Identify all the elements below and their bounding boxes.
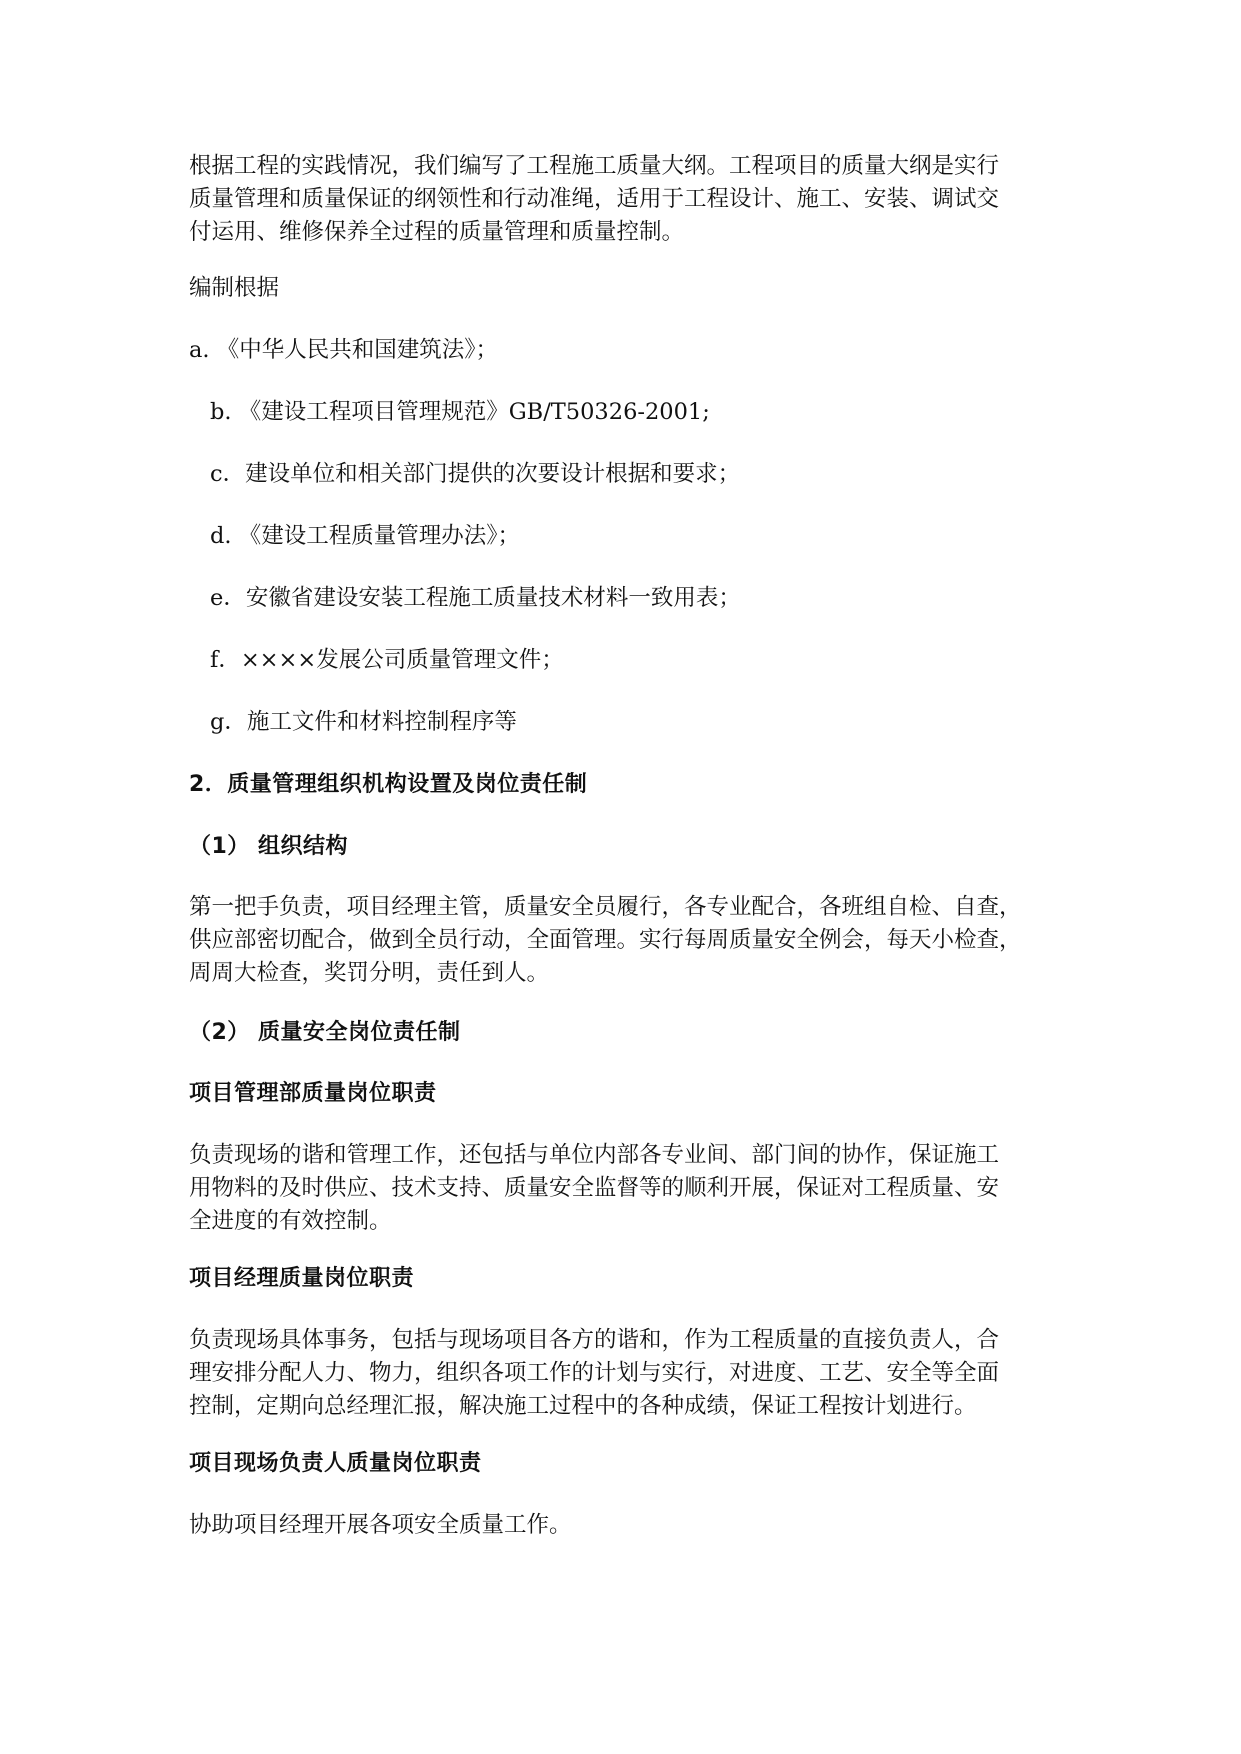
pm-duty-line: 负责现场具体事务，包括与现场项目各方的谐和，作为工程质量的直接负责人，合 (189, 1327, 1000, 1353)
section-2-heading: 2．质量管理组织机构设置及岗位责任制 (189, 772, 588, 797)
basis-item-b: b. 《建设工程项目管理规范》GB/T50326-2001; (210, 399, 710, 425)
pm-duty-heading: 项目经理质量岗位职责 (189, 1266, 415, 1291)
pm-duty-paragraph (189, 1324, 1089, 1423)
basis-item-a: a. 《中华人民共和国建筑法》； (189, 337, 498, 363)
intro-paragraph (189, 150, 1089, 249)
intro-line: 付运用、维修保养全过程的质量管理和质量控制。 (189, 219, 685, 245)
basis-item-f: f．××××发展公司质量管理文件； (210, 647, 564, 673)
organization-paragraph (189, 891, 1089, 990)
basis-title: 编制根据 (189, 275, 280, 301)
dept-duty-line: 用物料的及时供应、技术支持、质量安全监督等的顺利开展，保证对工程质量、安 (189, 1175, 1000, 1201)
basis-item-e: e．安徽省建设安装工程施工质量技术材料一致用表； (210, 585, 741, 611)
intro-line: 根据工程的实践情况，我们编写了工程施工质量大纲。工程项目的质量大纲是实行 (189, 153, 1000, 179)
dept-duty-heading: 项目管理部质量岗位职责 (189, 1081, 437, 1106)
pm-duty-line: 控制，定期向总经理汇报，解决施工过程中的各种成绩，保证工程按计划进行。 (189, 1393, 977, 1419)
dept-duty-line: 全进度的有效控制。 (189, 1208, 392, 1234)
dept-duty-line: 负责现场的谐和管理工作，还包括与单位内部各专业间、部门间的协作，保证施工 (189, 1142, 1000, 1168)
site-lead-duty-paragraph: 协助项目经理开展各项安全质量工作。 (189, 1512, 572, 1538)
organization-line: 周周大检查，奖罚分明，责任到人。 (189, 960, 550, 986)
dept-duty-paragraph (189, 1139, 1089, 1238)
basis-item-g: g．施工文件和材料控制程序等 (210, 709, 517, 735)
pm-duty-line: 理安排分配人力、物力，组织各项工作的计划与实行，对进度、工艺、安全等全面 (189, 1360, 1000, 1386)
basis-item-d: d. 《建设工程质量管理办法》； (210, 523, 520, 549)
basis-item-c: c．建设单位和相关部门提供的次要设计根据和要求； (210, 461, 741, 487)
subsection-1-heading: （1） 组织结构 (189, 834, 348, 859)
organization-line: 第一把手负责，项目经理主管，质量安全员履行，各专业配合，各班组自检、自查， (189, 894, 1022, 920)
subsection-2-heading: （2） 质量安全岗位责任制 (189, 1020, 461, 1045)
organization-line: 供应部密切配合，做到全员行动，全面管理。实行每周质量安全例会，每天小检查， (189, 927, 1022, 953)
intro-line: 质量管理和质量保证的纲领性和行动准绳，适用于工程设计、施工、安装、调试交 (189, 186, 1000, 212)
site-lead-duty-heading: 项目现场负责人质量岗位职责 (189, 1451, 482, 1476)
